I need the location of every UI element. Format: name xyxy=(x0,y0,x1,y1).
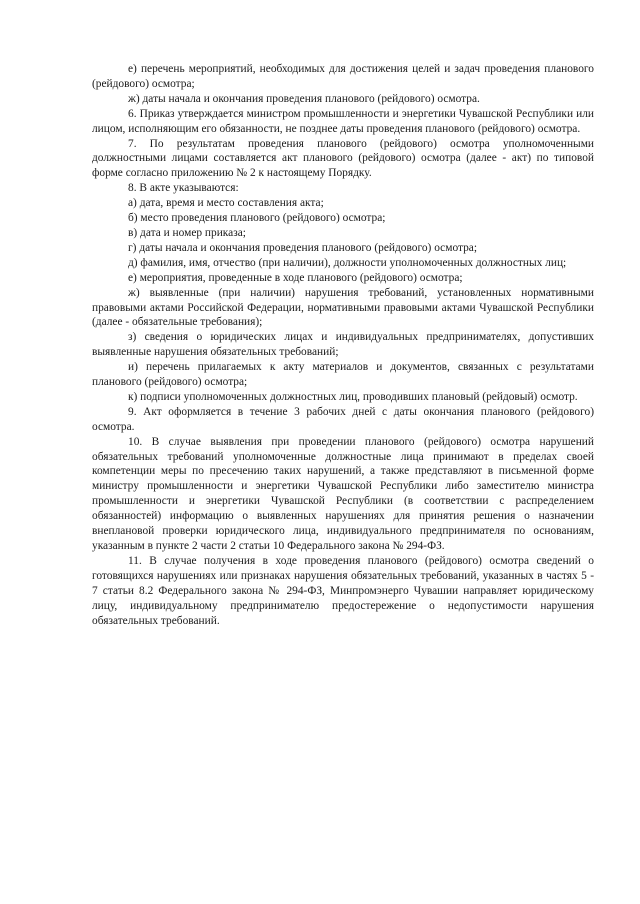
list-item-e: е) мероприятия, проведенные в ходе планового (рейдового) осмотра; xyxy=(128,271,463,284)
list-item-d: д) фамилия, имя, отчество (при наличии), должности уполномоченных должностных лиц; xyxy=(128,256,567,269)
paragraph-10: 10. В случае выявления при проведении планового (рейдового) осмотра нарушений обязательных требований уполномоченные должностные лица принимают в пределах своей компетенции меры по пресечению таких нарушений, а также представляют в письменной форме министру промышленности и энергетики Чувашской Республики либо заместителю министра промышленности и энергетики Чувашской Республики (в соответствии с распределением обязанностей) информацию о выявленных нарушениях для принятия решения о назначении внеплановой проверки юридического лица, индивидуального предпринимателя по основаниям, указанным в пункте 2 части 2 статьи 10 Федерального закона № 294-ФЗ. xyxy=(92,435,594,552)
paragraph-item-e: е) перечень мероприятий, необходимых для достижения целей и задач проведения планового (рейдового) осмотра; xyxy=(92,63,594,90)
list-item-b: б) место проведения планового (рейдового) осмотра; xyxy=(128,212,386,225)
list-item-a: а) дата, время и место составления акта; xyxy=(128,197,324,210)
list-item-k: к) подписи уполномоченных должностных лиц, проводивших плановый (рейдовый) осмотр. xyxy=(128,390,578,403)
paragraph-8: 8. В акте указываются: xyxy=(128,182,239,195)
paragraph-7: 7. По результатам проведения планового (рейдового) осмотра уполномоченными должностными лицами составляется акт планового (рейдового) осмотра (далее - акт) по типовой форме согласно приложению № 2 к настоящему Порядку. xyxy=(92,137,594,180)
paragraph-6: 6. Приказ утверждается министром промышленности и энергетики Чувашской Республики или лицом, исполняющим его обязанности, не позднее даты проведения планового (рейдового) осмотра. xyxy=(92,107,594,135)
list-item-z: з) сведения о юридических лицах и индивидуальных предпринимателях, допустивших выявленные нарушения обязательных требований; xyxy=(92,331,594,359)
list-item-v: в) дата и номер приказа; xyxy=(128,226,246,239)
list-item-zh: ж) выявленные (при наличии) нарушения требований, установленных нормативными правовыми актами Российской Федерации, нормативными правовыми актами Чувашской Республики (далее - обязательные требования); xyxy=(92,286,594,329)
paragraph-11: 11. В случае получения в ходе проведения планового (рейдового) осмотра сведений о готовящихся нарушениях или признаках нарушения обязательных требований, указанных в частях 5 - 7 статьи 8.2 Федерального закона № 294-ФЗ, Минпромэнерго Чувашии направляет юридическому лицу, индивидуальному предпринимателю предостережение о недопустимости нарушения обязательных требований. xyxy=(92,554,594,627)
paragraph-item-zh: ж) даты начала и окончания проведения планового (рейдового) осмотра. xyxy=(128,92,480,105)
list-item-i: и) перечень прилагаемых к акту материалов и документов, связанных с результатами планового (рейдового) осмотра; xyxy=(92,361,594,389)
paragraph-9: 9. Акт оформляется в течение 3 рабочих дней с даты окончания планового (рейдового) осмотра. xyxy=(92,405,594,433)
document-page xyxy=(92,62,594,628)
list-item-g: г) даты начала и окончания проведения планового (рейдового) осмотра; xyxy=(128,241,478,254)
